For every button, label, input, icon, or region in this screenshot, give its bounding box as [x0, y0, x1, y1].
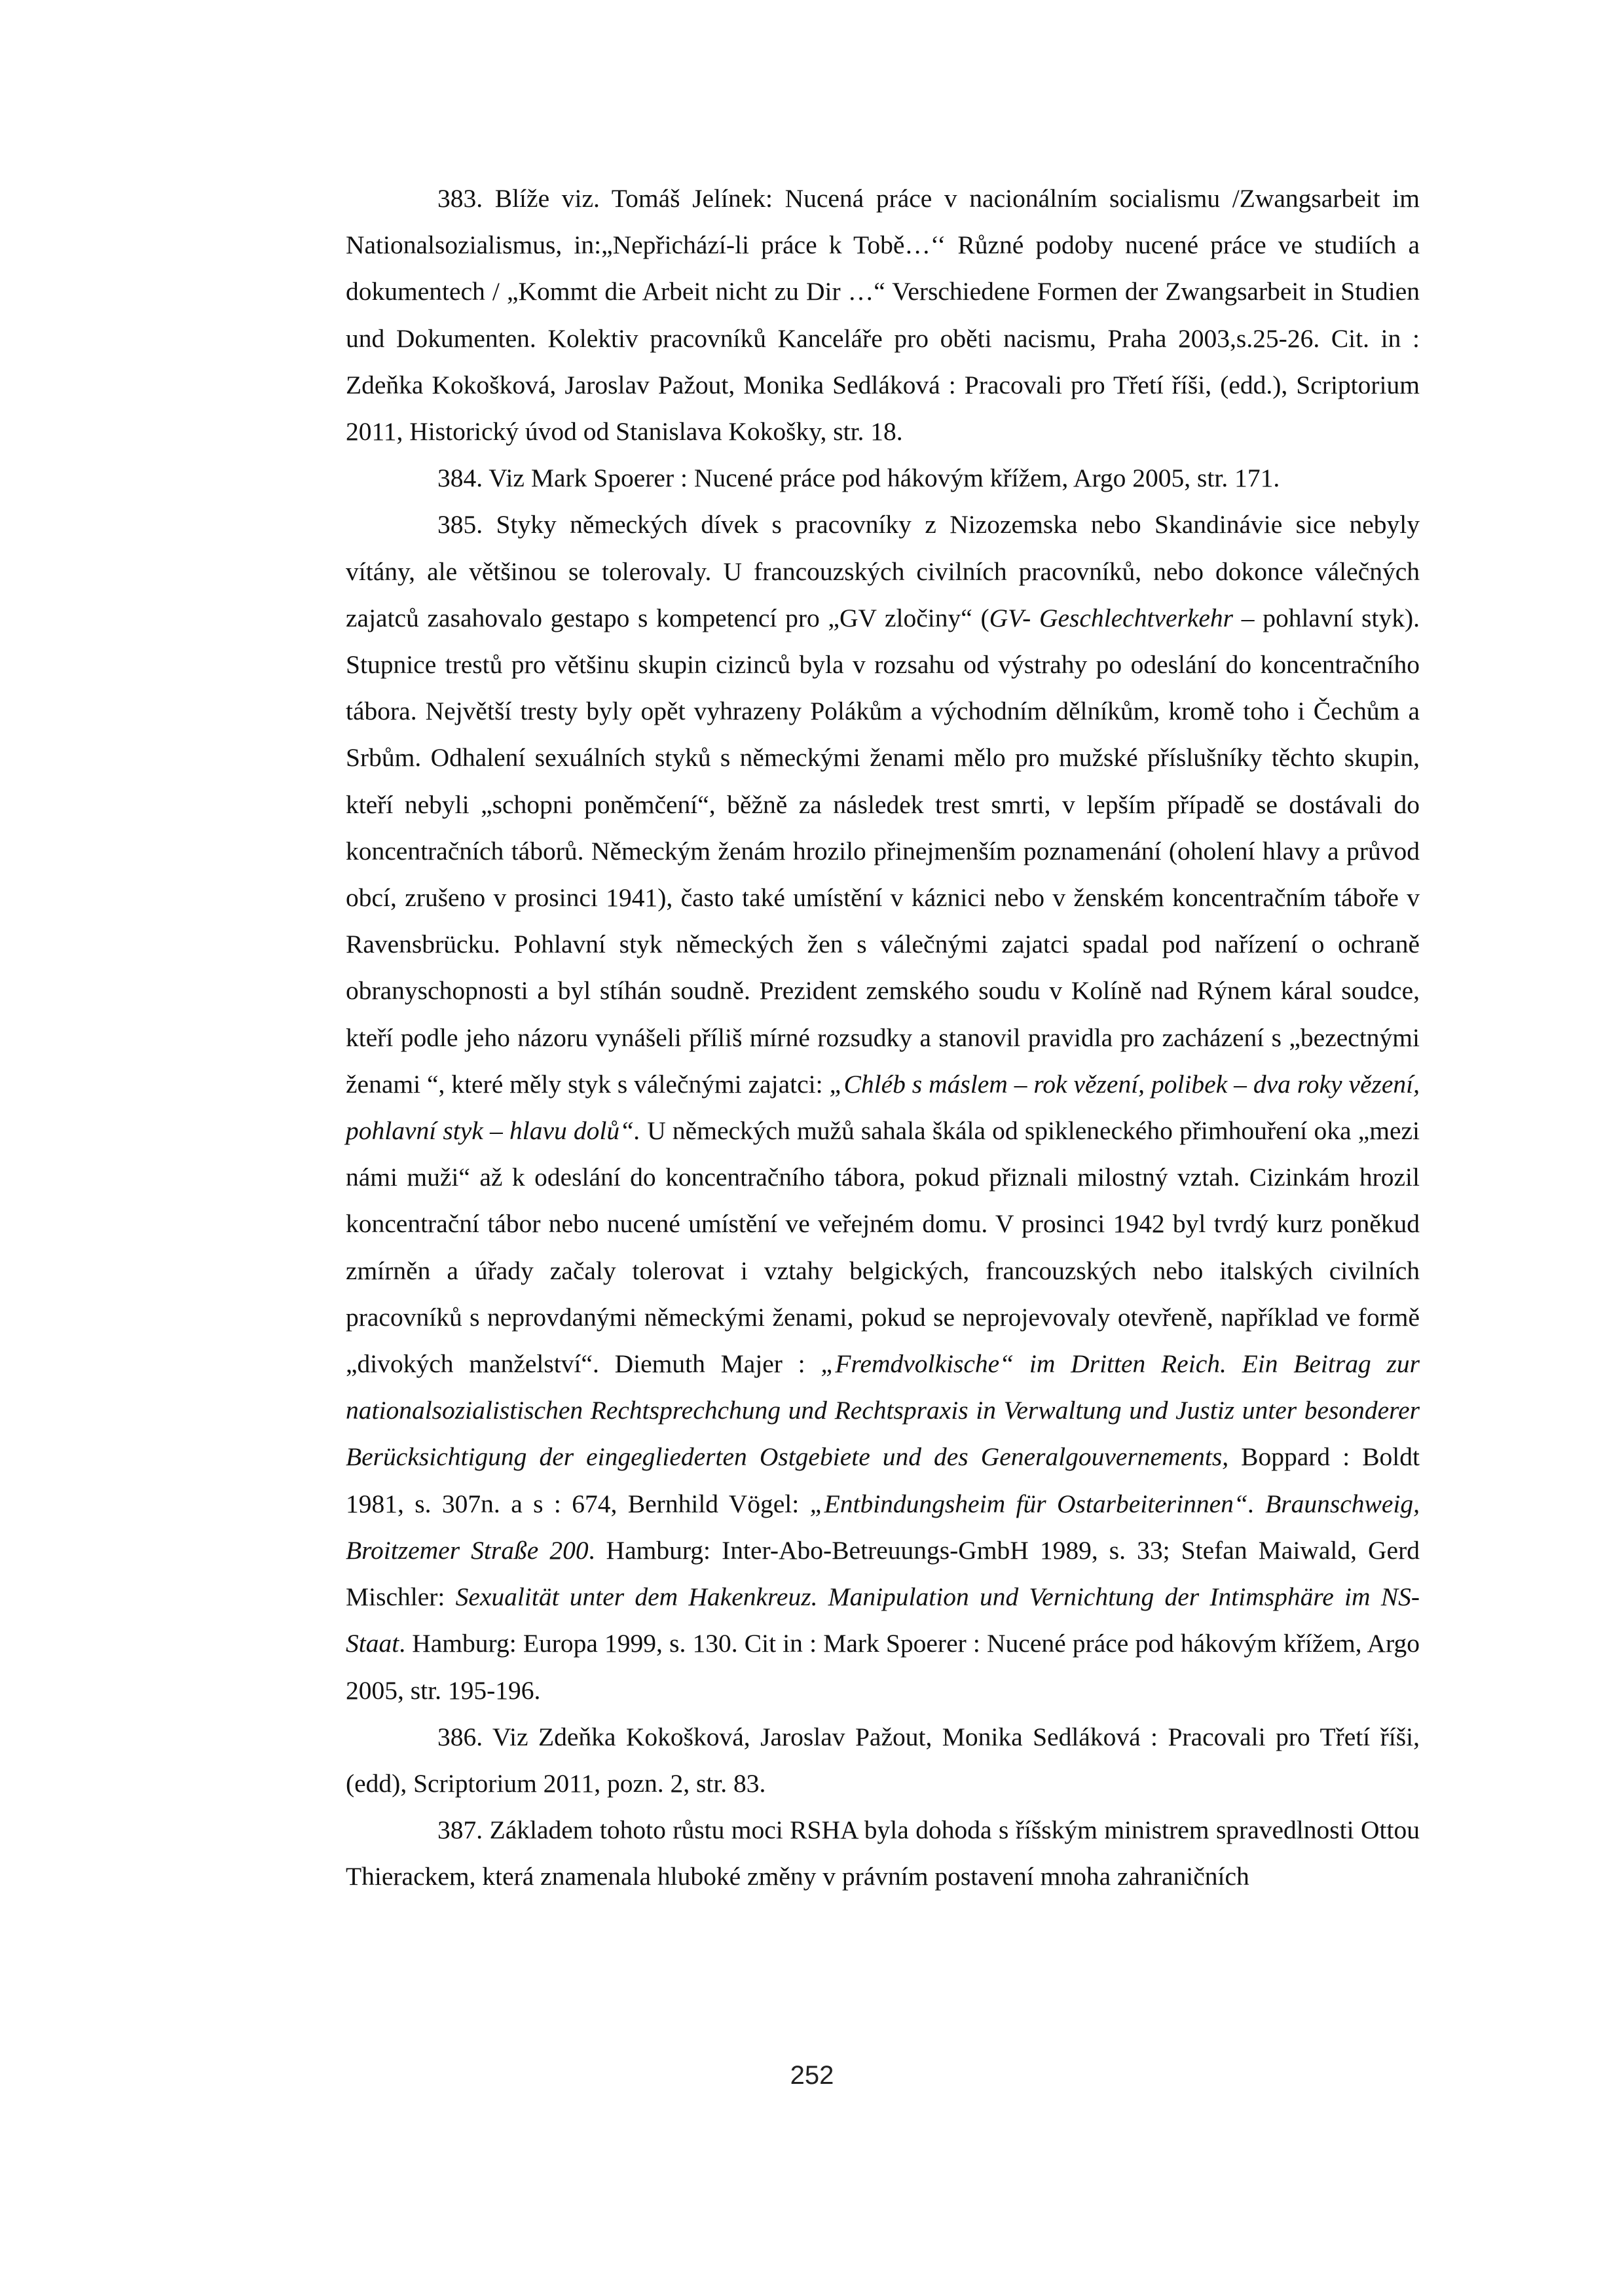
- footnote-text: 384. Viz Mark Spoerer : Nucené práce pod hákovým křížem, Argo 2005, str. 171.: [437, 464, 1280, 493]
- footnote-italic-quote: „Chléb s máslem – rok vězení, polibek – dva roky vězení, pohlavní styk – hlavu dolů“.: [346, 1069, 1420, 1146]
- footnote-text: . Hamburg: Inter-Abo-Betreuungs-GmbH 1989, s. 33; Stefan Maiwald, Gerd Mischler:: [346, 1535, 1420, 1612]
- footnote-italic-title: „Fremdvolkische“ im Dritten Reich. Ein Beitrag zur nationalsozialistischen Rechtsprechchung und Rechtspraxis in Verwaltung und Justiz unter besonderer Berücksichtigung der eingegliederten Ostgebiete und des Generalgouvernements,: [346, 1349, 1420, 1472]
- footnotes-block: [346, 175, 1420, 1901]
- footnote-italic-title: Sexualität unter dem Hakenkreuz. Manipulation und Vernichtung der Intimsphäre im NS-Staat: [346, 1582, 1420, 1658]
- page-number: 252: [790, 2061, 834, 2090]
- footnote-387: [346, 1807, 1420, 1900]
- footnote-text: U německých mužů sahala škála od spikleneckého přimhouření oka „mezi námi muži“ až k odeslání do koncentračního tábora, pokud přiznali milostný vztah. Cizinkám hrozil koncentrační tábor nebo nucené umístění ve veřejném domu. V prosinci 1942 byl tvrdý kurz poněkud zmírněn a úřady začaly tolerovat i vztahy belgických, francouzských nebo italských civilních pracovníků s neprovdanými německými ženami, pokud se neprojevovaly otevřeně, například ve formě „divokých manželství“. Diemuth Majer :: [346, 1116, 1420, 1379]
- footnote-text: 387. Základem tohoto růstu moci RSHA byla dohoda s říšským ministrem spravedlnosti Ottou Thierackem, která znamenala hluboké změny v právním postavení mnoha zahraničních: [346, 1815, 1420, 1891]
- footnote-text: – pohlavní styk). Stupnice trestů pro většinu skupin cizinců byla v rozsahu od výstrahy po odeslání do koncentračního tábora. Největší tresty byly opět vyhrazeny Polákům a východním dělníkům, kromě toho i Čechům a Srbům. Odhalení sexuálních styků s německými ženami mělo pro mužské příslušníky těchto skupin, kteří nebyli „schopni poněmčení“, běžně za následek trest smrti, v lepším případě se dostávali do koncentračních táborů. Německým ženám hrozilo přinejmenším poznamenání (oholení hlavy a průvod obcí, zrušeno v prosinci 1941), často také umístění v káznici nebo v ženském koncentračním táboře v Ravensbrücku. Pohlavní styk německých žen s válečnými zajatci spadal pod nařízení o ochraně obranyschopnosti a byl stíhán soudně. Prezident zemského soudu v Kolíně nad Rýnem káral soudce, kteří podle jeho názoru vynášeli příliš mírné rozsudky a stanovil pravidla pro zacházení s „bezectnými ženami “, které měly styk s válečnými zajatci:: [346, 603, 1420, 1099]
- footnote-385: [346, 501, 1420, 1713]
- footnote-383: [346, 175, 1420, 455]
- footnote-italic-title: „Entbindungsheim für Ostarbeiterinnen“. Braunschweig, Broitzemer Straße 200: [346, 1489, 1420, 1565]
- footnote-text: 386. Viz Zdeňka Kokošková, Jaroslav Pažout, Monika Sedláková : Pracovali pro Třetí říši, (edd), Scriptorium 2011, pozn. 2, str. 83.: [346, 1722, 1420, 1798]
- footnote-text: 385. Styky německých dívek s pracovníky z Nizozemska nebo Skandinávie sice nebyly vítány, ale většinou se tolerovaly. U francouzských civilních pracovníků, nebo dokonce válečných zajatců zasahovalo gestapo s kompetencí pro „GV zločiny“ (: [346, 510, 1420, 632]
- footnote-text: 383. Blíže viz. Tomáš Jelínek: Nucená práce v nacionálním socialismu /Zwangsarbeit im Nationalsozialismus, in:„Nepřichází-li práce k Tobě…‘‘ Různé podoby nucené práce ve studiích a dokumentech / „Kommt die Arbeit nicht zu Dir …“ Verschiedene Formen der Zwangsarbeit in Studien und Dokumenten. Kolektiv pracovníků Kanceláře pro oběti nacismu, Praha 2003,s.25-26. Cit. in : Zdeňka Kokošková, Jaroslav Pažout, Monika Sedláková : Pracovali pro Třetí říši, (edd.), Scriptorium 2011, Historický úvod od Stanislava Kokošky, str. 18.: [346, 184, 1420, 446]
- footnote-text: Boppard : Boldt 1981, s. 307n. a s : 674, Bernhild Vögel:: [346, 1442, 1420, 1518]
- footnote-384: [346, 455, 1420, 501]
- footnote-386: [346, 1714, 1420, 1807]
- footnote-italic-text: GV- Geschlechtverkehr: [989, 603, 1234, 632]
- footnote-text: . Hamburg: Europa 1999, s. 130. Cit in : Mark Spoerer : Nucené práce pod hákovým křížem, Argo 2005, str. 195-196.: [346, 1629, 1420, 1705]
